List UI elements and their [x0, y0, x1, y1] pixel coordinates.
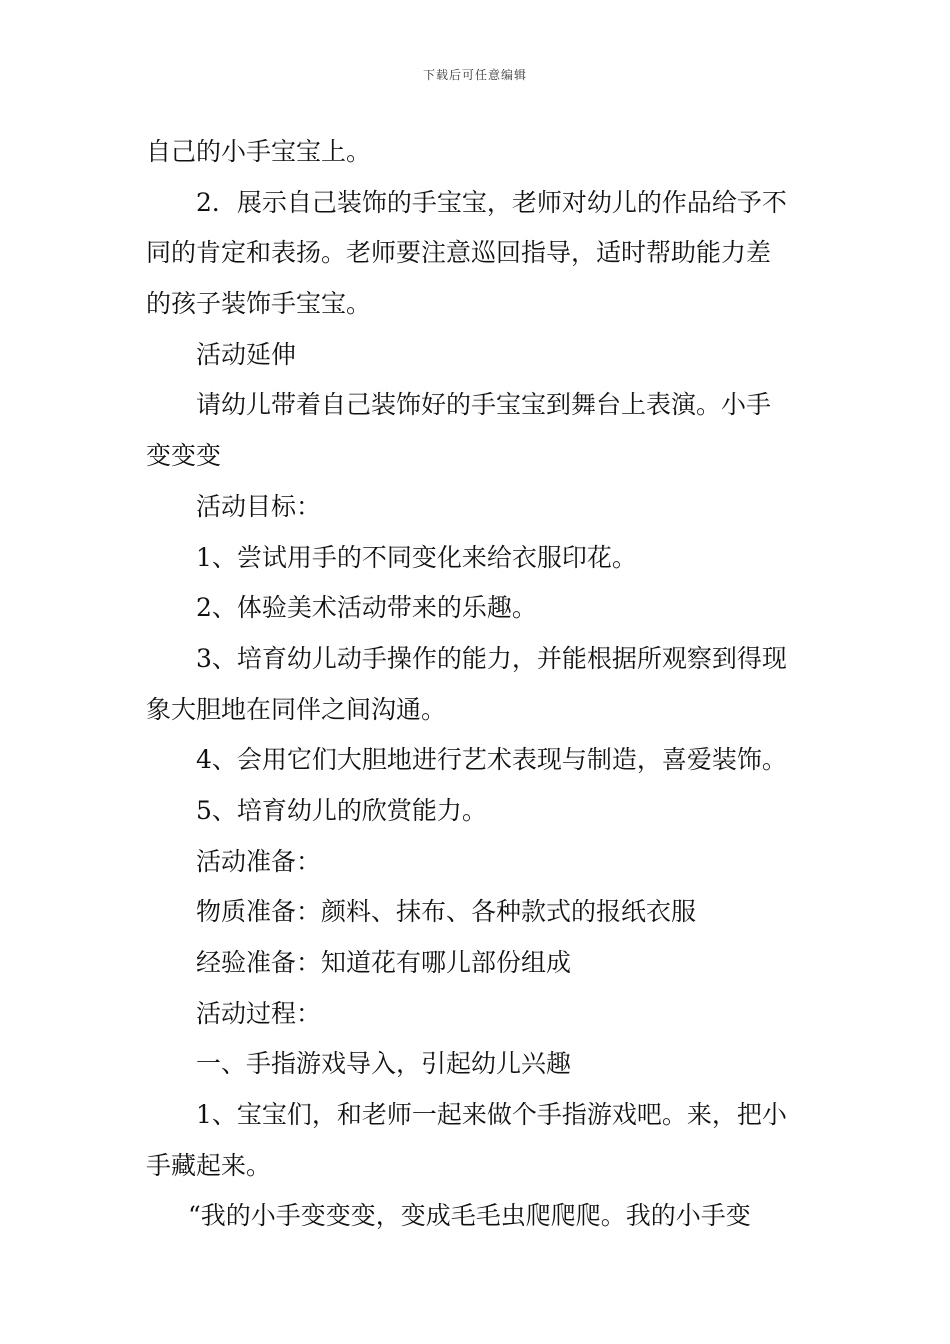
section-heading: 活动延伸	[196, 339, 297, 369]
paragraph-line: 经验准备：知道花有哪儿部份组成	[196, 948, 572, 977]
page-header: 下载后可任意编辑	[422, 68, 527, 82]
paragraph-line: 自己的小手宝宝上。	[146, 137, 372, 166]
list-item: 3、培育幼儿动手操作的能力，并能根据所观察到得现	[196, 643, 787, 673]
paragraph-line: 1、宝宝们，和老师一起来做个手指游戏吧。来，把小	[196, 1100, 787, 1130]
paragraph-line: 的孩子装饰手宝宝。	[146, 289, 372, 319]
list-item: 1、尝试用手的不同变化来给衣服印花。	[196, 542, 637, 572]
list-item: 4、会用它们大胆地进行艺术表现与制造，喜爱装饰。	[196, 745, 787, 775]
paragraph-line: 2．展示自己装饰的手宝宝，老师对幼儿的作品给予不	[196, 187, 787, 217]
section-heading: 变变变	[146, 441, 222, 471]
list-item-continuation: 象大胆地在同伴之间沟通。	[146, 694, 447, 724]
subsection-heading: 一、手指游戏导入，引起幼儿兴趣	[196, 1049, 572, 1079]
document-body	[146, 127, 806, 1242]
quote-line: “我的小手变变变，变成毛毛虫爬爬爬。我的小手变	[188, 1201, 751, 1231]
list-item: 2、体验美术活动带来的乐趣。	[196, 593, 537, 623]
section-heading: 活动过程：	[196, 998, 322, 1028]
section-heading: 活动目标：	[196, 491, 322, 521]
paragraph-line: 请幼儿带着自己装饰好的手宝宝到舞台上表演。小手	[196, 390, 772, 420]
paragraph-line: 手藏起来。	[146, 1150, 272, 1180]
paragraph-line: 同的肯定和表扬。老师要注意巡回指导，适时帮助能力差	[146, 238, 772, 268]
paragraph-line: 物质准备：颜料、抹布、各种款式的报纸衣服	[196, 897, 697, 927]
list-item: 5、培育幼儿的欣赏能力。	[196, 795, 487, 825]
section-heading: 活动准备：	[196, 846, 322, 876]
